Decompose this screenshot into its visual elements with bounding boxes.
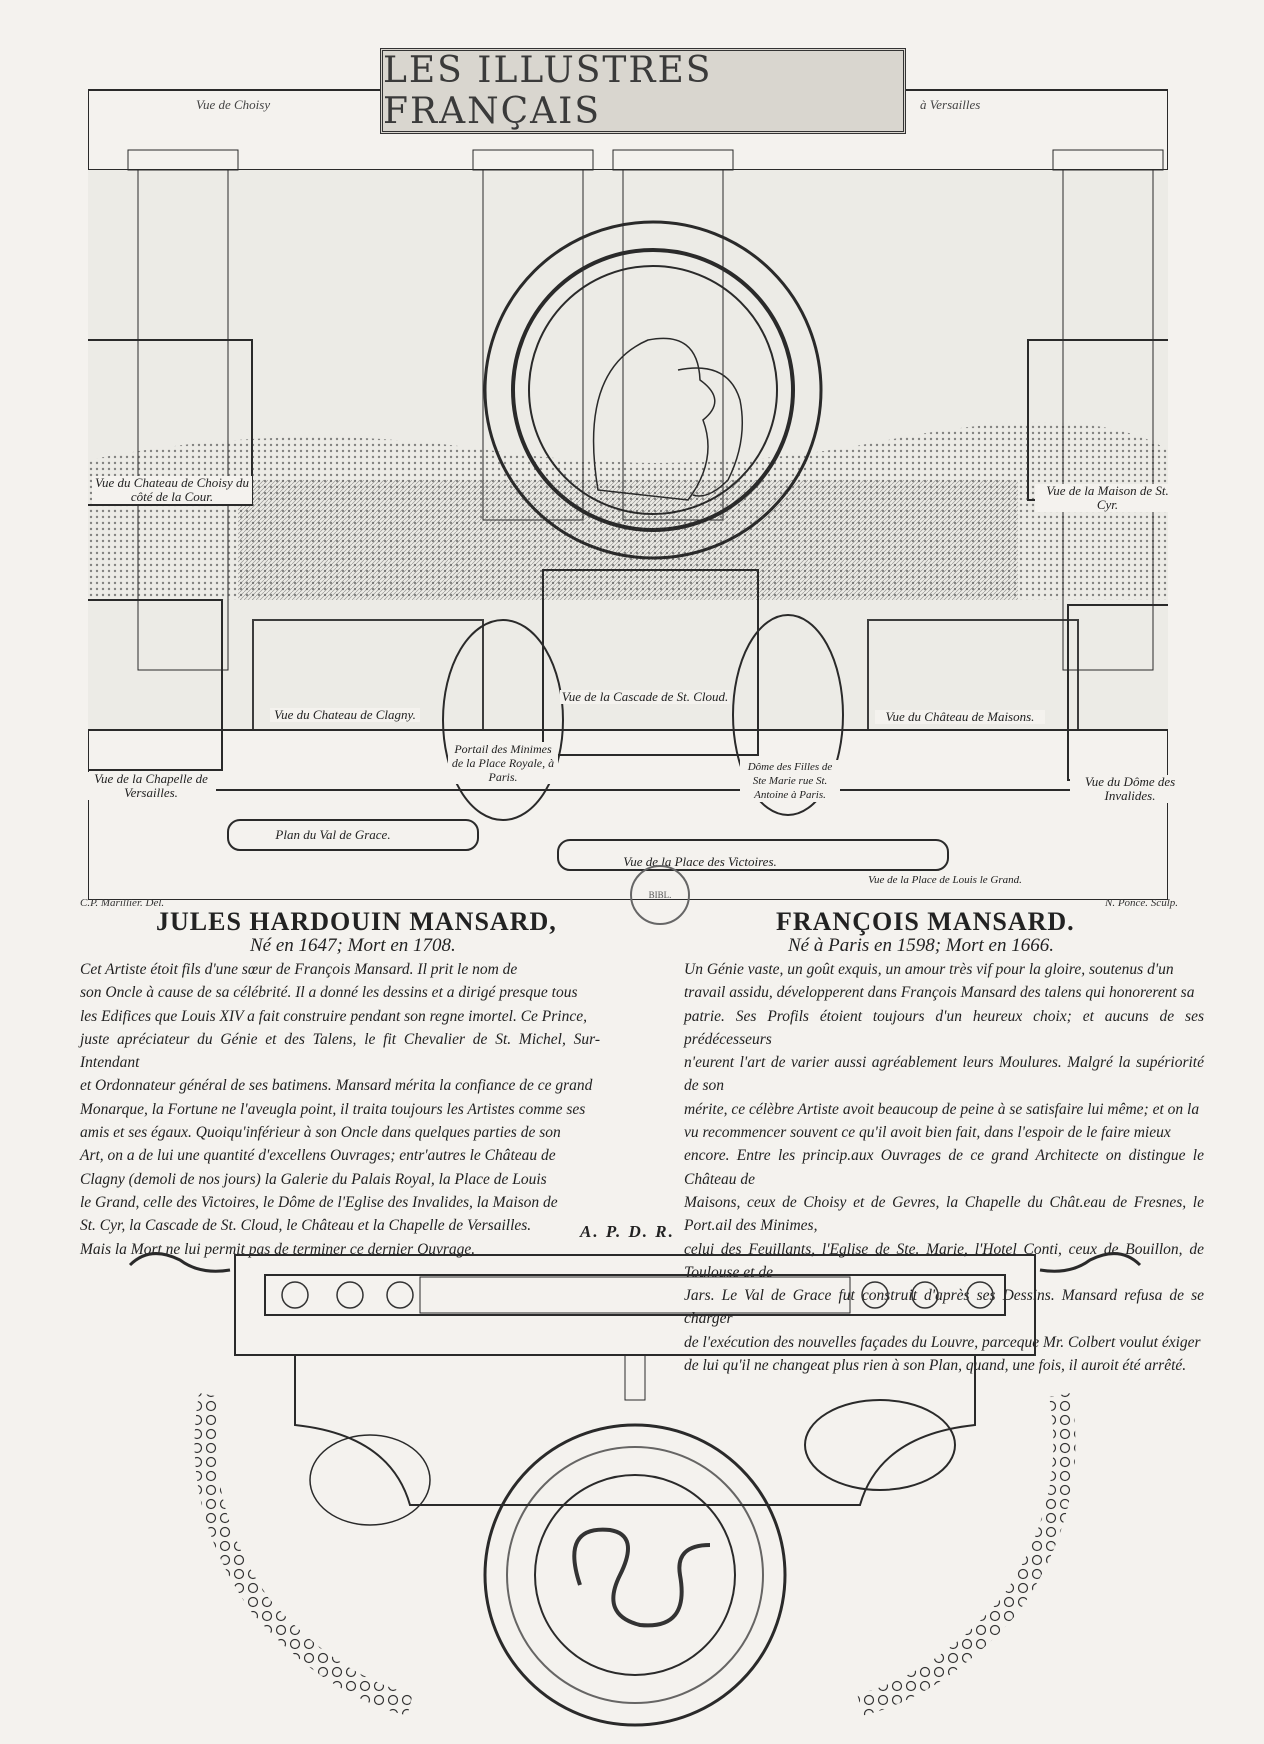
header-left-small-text: Vue de Choisy [196, 97, 271, 112]
privilege-mark: A. P. D. R. [580, 1222, 675, 1241]
credit-draughtsman: C.P. Marillier. Del. [80, 897, 165, 909]
bio-line: son Oncle à cause de sa célébrité. Il a donné les dessins et a dirigé presque tous [80, 984, 578, 1002]
bio-line: de lui qu'il ne changeat plus rien à son Plan, quand, une fois, il auroit été arrêté. [684, 1357, 1187, 1375]
caption-cascade: Vue de la Cascade de St. Cloud. [561, 689, 729, 704]
bio-line: n'eurent l'art de varier aussi agréablement leurs Moulures. Malgré la supériorité de son [684, 1054, 1204, 1095]
bio-line: travail assidu, développerent dans François Mansard des talens qui honorerent sa [684, 984, 1195, 1002]
bio-line: de l'exécution des nouvelles façades du Louvre, parceque Mr. Colbert voulut éxiger [684, 1333, 1201, 1351]
bio-line: St. Cyr, la Cascade de St. Cloud, le Château et la Chapelle de Versailles. [80, 1217, 532, 1235]
caption-saint-cyr: Vue de la Maison de St. Cyr. [1035, 484, 1180, 512]
bio-line: juste apréciateur du Génie et des Talens, le fit Chevalier de St. Michel, Sur-Intendant [80, 1030, 600, 1072]
jules-name: JULES HARDOUIN MANSARD, [156, 907, 557, 936]
library-stamp: BIBL. [630, 865, 690, 925]
bio-line: Jars. Le Val de Grace fut construit d'après ses Dessins. Mansard refusa de se charger [684, 1287, 1204, 1328]
bio-line: amis et ses égaux. Quoiqu'inférieur à son Oncle dans quelques parties de son [80, 1124, 561, 1142]
bio-line: Clagny (demoli de nos jours) la Galerie du Palais Royal, la Place de Louis [80, 1170, 547, 1188]
bio-line: Maisons, ceux de Choisy et de Gevres, la Chapelle du Chât.eau de Fresnes, le Port.ail des Minimes, [684, 1193, 1204, 1235]
engraved-architectural-scene [88, 40, 1168, 900]
jules-biography [80, 958, 600, 1261]
bio-line: Cet Artiste étoit fils d'une sœur de François Mansard. Il prit le nom de [80, 961, 518, 978]
caption-invalides: Vue du Dôme des Invalides. [1070, 775, 1190, 803]
bio-line: les Edifices que Louis XIV a fait construire pendant son regne imortel. Ce Prince, [80, 1007, 587, 1025]
caption-minimes: Portail des Minimes de la Place Royale, à Paris. [448, 742, 558, 784]
francois-name: FRANÇOIS MANSARD. [776, 907, 1075, 936]
jules-dates: Né en 1647; Mort en 1708. [250, 935, 456, 956]
caption-clagny: Vue du Chateau de Clagny. [270, 708, 420, 722]
bio-line: patrie. Ses Profils étoient toujours d'un heureux choix; et aucuns de ses prédécesseurs [684, 1007, 1204, 1048]
bio-line: Monarque, la Fortune ne l'aveugla point, il traita toujours les Artistes comme ses [80, 1100, 586, 1118]
caption-sainte-marie: Dôme des Filles de Ste Marie rue St. Antoine à Paris. [740, 760, 840, 802]
bio-line: mérite, ce célèbre Artiste avoit beaucoup de peine à se satisfaire lui même; et on la [684, 1100, 1200, 1118]
francois-dates: Né à Paris en 1598; Mort en 1666. [788, 935, 1054, 956]
bio-line: Mais la Mort ne lui permit pas de terminer ce dernier Ouvrage. [80, 1240, 476, 1258]
caption-chapelle: Vue de la Chapelle de Versailles. [86, 772, 216, 800]
bio-line: celui des Feuillants, l'Eglise de Ste. Marie, l'Hotel Conti, ceux de Bouillon, de Toulouse et de [684, 1240, 1204, 1281]
ornamental-cartouche [120, 1245, 1150, 1735]
bio-line: et Ordonnateur général de ses batimens. Mansard mérita la confiance de ce grand [80, 1077, 593, 1095]
caption-choisy: Vue du Chateau de Choisy du côté de la Cour. [92, 476, 252, 504]
bio-line: encore. Entre les princip.aux Ouvrages de ce grand Architecte on distingue le Château de [684, 1147, 1204, 1188]
page-title: LES ILLUSTRES FRANÇAIS [380, 48, 906, 134]
credit-engraver: N. Ponce. Sculp. [1104, 897, 1178, 909]
bio-line: Un Génie vaste, un goût exquis, un amour très vif pour la gloire, soutenus d'un [684, 961, 1174, 978]
caption-maisons: Vue du Château de Maisons. [875, 710, 1045, 724]
caption-val-de-grace: Plan du Val de Grace. [248, 828, 418, 842]
caption-victoires: Vue de la Place des Victoires. [595, 855, 805, 869]
header-right-small-text: à Versailles [920, 97, 981, 112]
caption-louis-le-grand: Vue de la Place de Louis le Grand. [845, 873, 1045, 887]
bio-line: le Grand, celle des Victoires, le Dôme de l'Eglise des Invalides, la Maison de [80, 1193, 558, 1211]
bio-line: Art, on a de lui une quantité d'excellens Ouvrages; entr'autres le Château de [80, 1147, 556, 1165]
bio-line: vu recommencer souvent ce qu'il avoit bien fait, dans l'espoir de le faire mieux [684, 1124, 1171, 1142]
